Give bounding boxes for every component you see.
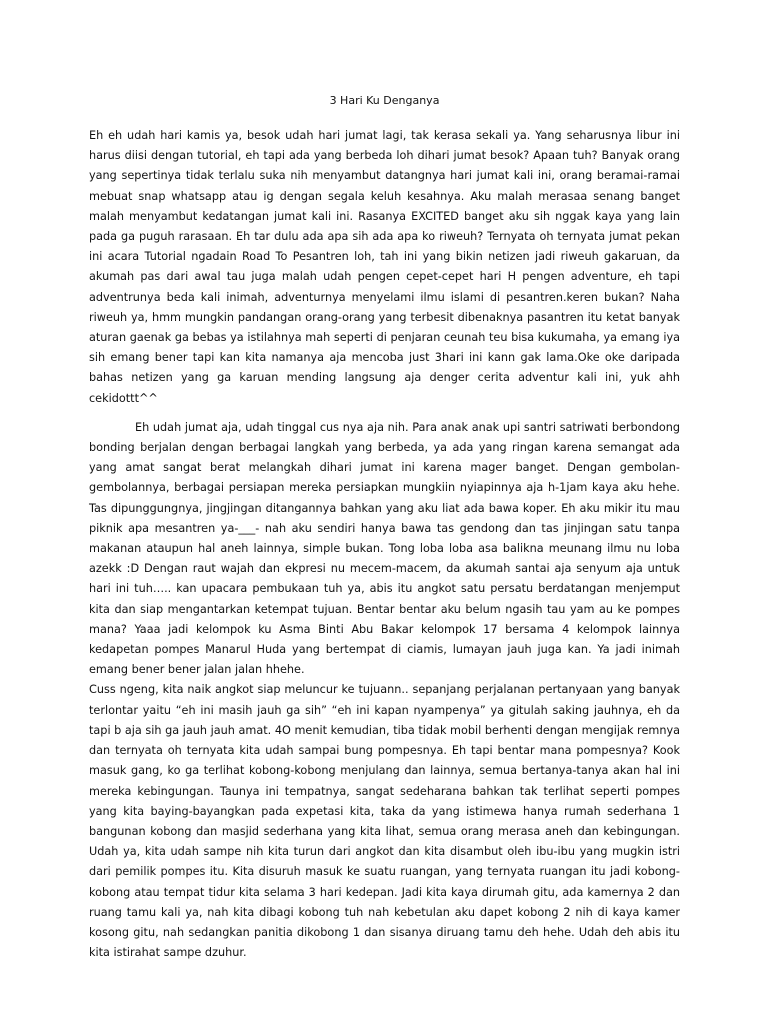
paragraph-arrival: Cuss ngeng, kita naik angkot siap meluncur ke tujuann.. sepanjang perjalanan pertanyaan yang banyak terlontar yaitu “eh ini masih jauh ga sih” “eh ini kapan nyampenya” ya gitulah saking jauhnya, eh da tapi b aja sih ga jauh jauh amat. 4O menit kemudian, tiba tidak mobil berhenti dengan mengijak remnya dan ternyata oh ternyata kita udah sampai bung pompesnya. Eh tapi bentar mana pompesnya? Kook masuk gang, ko ga terlihat kobong-kobong menjulang dan lainnya, semua bertanya-tanya akan hal ini mereka kebingungan. Taunya ini tempatnya, sangat sedeharana bahkan tak terlihat seperti pompes yang kita baying-bayangkan pada expetasi kita, taka da yang istimewa hanya rumah sederhana 1 bangunan kobong dan masjid sederhana yang kita lihat, semua orang merasa aneh dan kebingungan. Udah ya, kita udah sampe nih kita turun dari angkot dan kita disambut oleh ibu-ibu yang mugkin istri dari pemilik pompes itu. Kita disuruh masuk ke suatu ruangan, yang ternyata ruangan itu jadi kobong-kobong atau tempat tidur kita selama 3 hari kedepan. Jadi kita kaya dirumah gitu, ada kamernya 2 dan ruang tamu kali ya, nah kita dibagi kobong tuh nah kebetulan aku dapet kobong 2 nih di kaya kamer kosong gitu, nah sedangkan panitia dikobong 1 dan sisanya diruang tamu deh hehe. Udah deh abis itu kita istirahat sampe dzuhur.	[89, 683, 680, 960]
document-title: 3 Hari Ku Denganya	[329, 94, 440, 107]
paragraph-friday: Eh udah jumat aja, udah tinggal cus nya aja nih. Para anak anak upi santri satriwati berbondong bonding berjalan dengan berbagai langkah yang berbeda, ya ada yang ringan karena semangat ada yang amat sangat berat melangkah dihari jumat ini karena mager banget. Dengan gembolan-gembolannya, berbagai persiapan mereka persiapkan mungkiin nyiapinnya aja h-1jam kaya aku hehe. Tas dipunggungnya, jingjingan ditangannya bahkan yang aku liat ada bawa koper. Eh aku mikir itu mau piknik apa mesantren ya-___- nah aku sendiri hanya bawa tas gendong dan tas jinjingan satu tanpa makanan ataupun hal aneh lainnya, simple bukan. Tong loba loba asa balikna meunang ilmu nu loba azekk :D Dengan raut wajah dan ekpresi nu mecem-macem, da akumah santai aja senyum aja untuk hari ini tuh….. kan upacara pembukaan tuh ya, abis itu angkot satu persatu berdatangan menjemput kita dan siap mengantarkan ketempat tujuan. Bentar bentar aku belum ngasih tau yam au ke pompes mana? Yaaa jadi kelompok ku Asma Binti Abu Bakar kelompok 17 bersama 4 kelompok lainnya kedapetan pompes Manarul Huda yang bertempat di ciamis, lumayan jauh juga kan. Ya jadi inimah emang bener bener jalan jalan hhehe.	[89, 420, 680, 677]
paragraph-intro: Eh eh udah hari kamis ya, besok udah hari jumat lagi, tak kerasa sekali ya. Yang seharusnya libur ini harus diisi dengan tutorial, eh tapi ada yang berbeda loh dihari jumat besok? Apaan tuh? Banyak orang yang sepertinya tidak terlalu suka nih menyambut datangnya hari jumat kali ini, orang beramai-ramai mebuat snap whatsapp atau ig dengan segala keluh kesahnya. Aku malah merasaa senang banget malah menyambut kedatangan jumat kali ini. Rasanya EXCITED banget aku sih nggak kaya yang lain pada ga puguh rarasaan. Eh tar dulu ada apa sih ada apa ko riweuh? Ternyata oh ternyata jumat pekan ini acara Tutorial ngadain Road To Pesantren loh, tah ini yang bikin netizen jadi riweuh gakaruan, da akumah pas dari awal tau juga malah udah pengen cepet-cepet hari H pengen adventure, eh tapi adventrunya beda kali inimah, adventurnya menyelami ilmu islami di pesantren.keren bukan? Naha riweuh ya, hmm mungkin pandangan orang-orang yang terbesit dibenaknya pasantren itu ketat banyak aturan gaenak ga bebas ya istilahnya mah seperti di penjaran ceunah teu bisa kukumaha, ya emang iya sih emang bener tapi kan kita namanya aja mencoba just 3hari ini kann gak lama.Oke oke daripada bahas netizen yang ga karuan mending langsung aja denger cerita adventur kali ini, yuk ahh cekidottt^^	[89, 129, 680, 405]
